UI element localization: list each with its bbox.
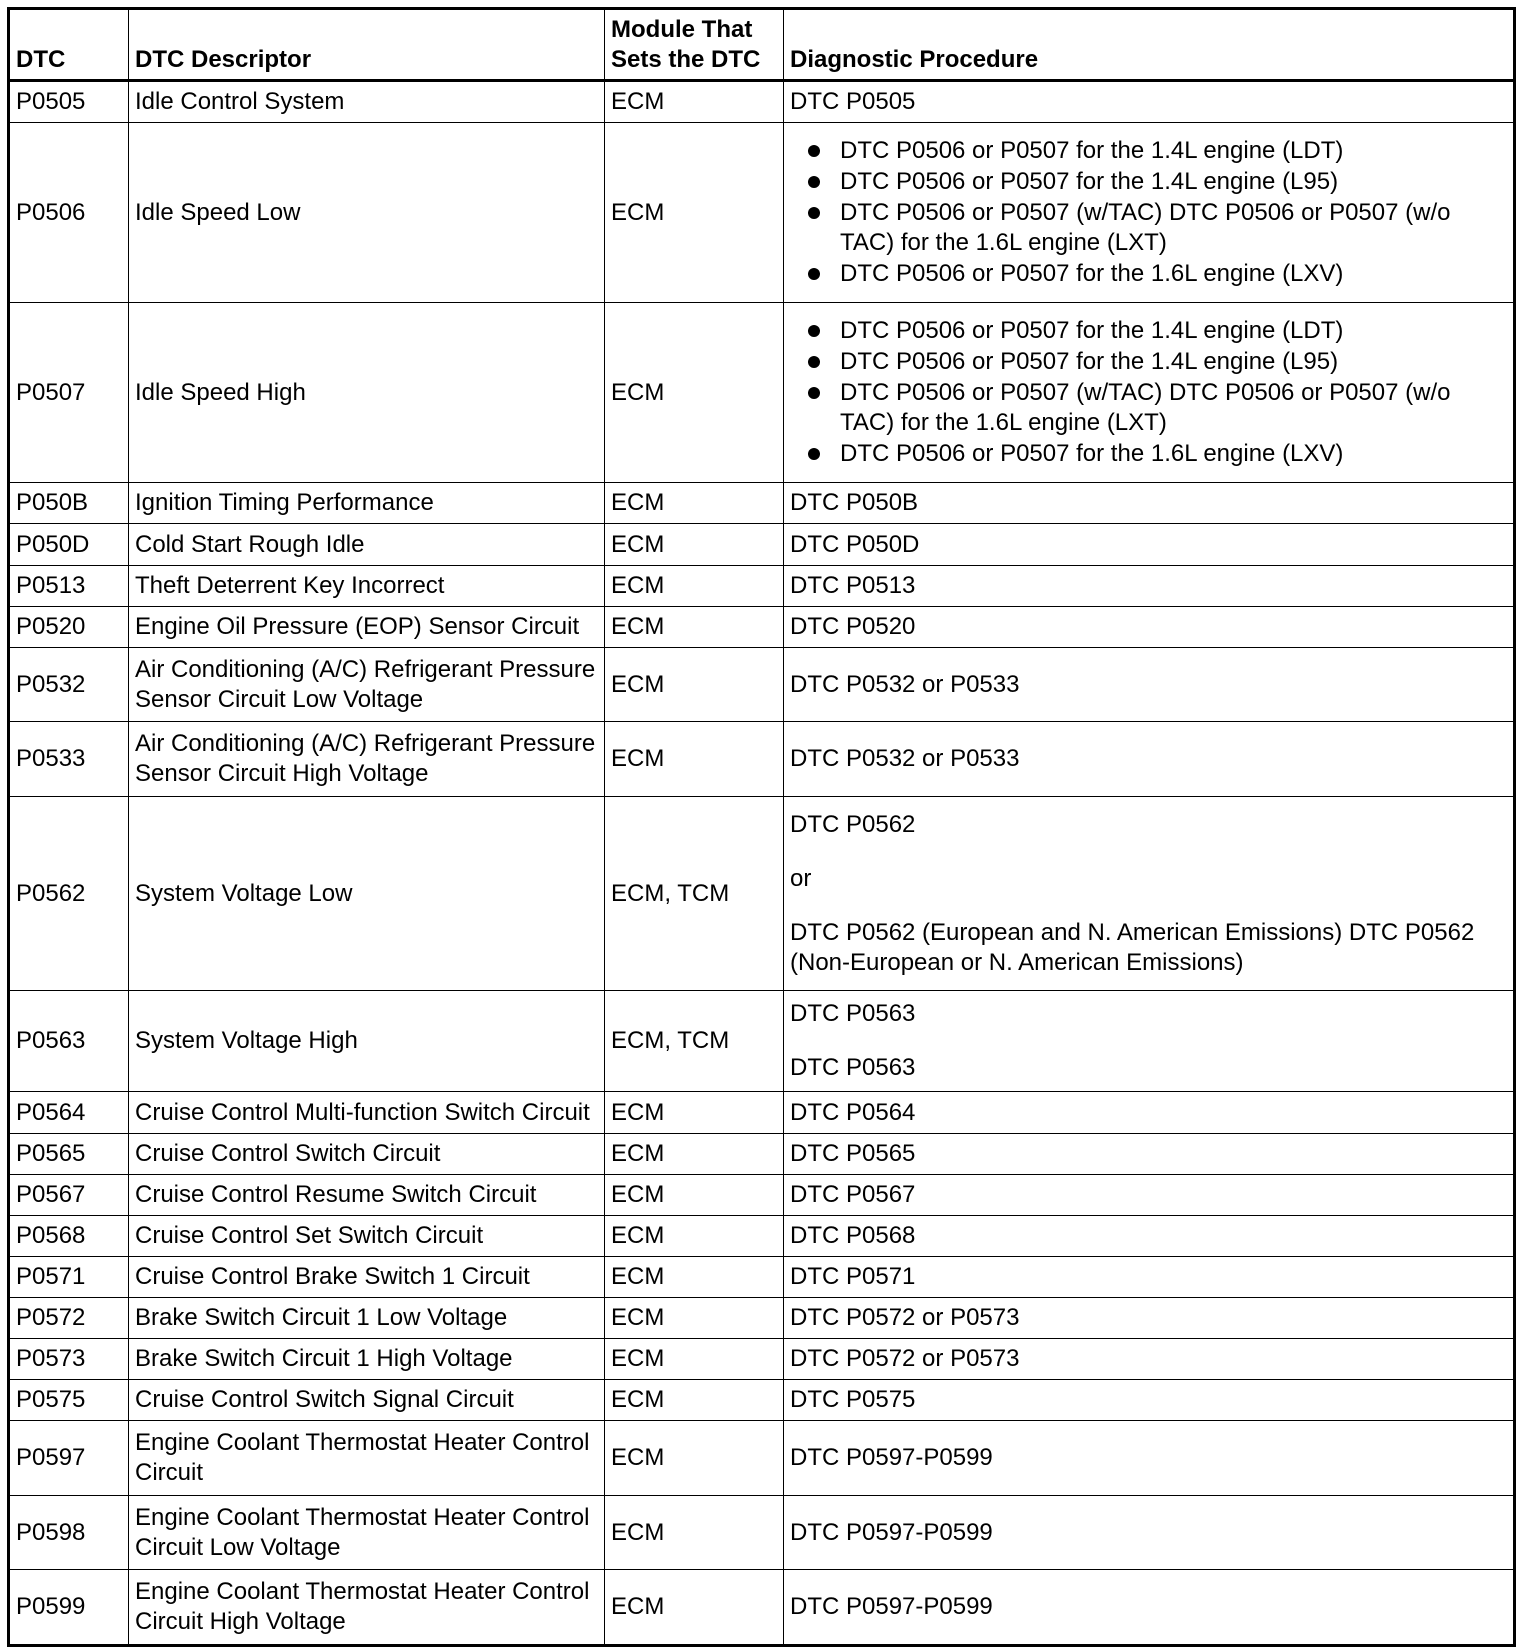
table-row xyxy=(9,524,1515,565)
procedure-text: DTC P0505 xyxy=(790,88,916,116)
cell-diagnostic-procedure xyxy=(784,606,1515,647)
procedure-text: DTC P0513 xyxy=(790,571,916,599)
cell-diagnostic-procedure xyxy=(784,1174,1515,1215)
cell-diagnostic-procedure xyxy=(784,483,1515,524)
cell-diagnostic-procedure xyxy=(784,1421,1515,1495)
procedure-text: DTC P0532 or P0533 xyxy=(790,745,1020,773)
cell-diagnostic-procedure xyxy=(784,1495,1515,1569)
cell-module: ECM xyxy=(605,1339,784,1380)
cell-dtc-code: P0599 xyxy=(9,1570,129,1646)
cell-module: ECM xyxy=(605,606,784,647)
procedure-text: DTC P0564 xyxy=(790,1098,916,1126)
procedure-text: DTC P050B xyxy=(790,489,919,517)
procedure-text: DTC P050D xyxy=(790,530,920,558)
cell-diagnostic-procedure xyxy=(784,1133,1515,1174)
document-page xyxy=(7,7,1513,1647)
cell-dtc-code: P0505 xyxy=(9,81,129,123)
cell-module: ECM xyxy=(605,647,784,721)
cell-diagnostic-procedure xyxy=(784,991,1515,1092)
cell-dtc-code: P0573 xyxy=(9,1339,129,1380)
table-row xyxy=(9,123,1515,303)
table-row xyxy=(9,1092,1515,1133)
cell-dtc-code: P0565 xyxy=(9,1133,129,1174)
bullet-icon xyxy=(808,356,820,368)
cell-dtc-descriptor: Cruise Control Switch Circuit xyxy=(129,1133,605,1174)
procedure-link-text: DTC P0506 or P0507 for the 1.4L engine (L95) xyxy=(840,348,1339,376)
dtc-table xyxy=(7,7,1516,1647)
cell-dtc-code: P0575 xyxy=(9,1380,129,1421)
procedure-bullet-item xyxy=(790,439,1507,469)
header-procedure: Diagnostic Procedure xyxy=(784,9,1515,81)
cell-dtc-code: P0532 xyxy=(9,647,129,721)
table-row xyxy=(9,1298,1515,1339)
procedure-text: or xyxy=(790,864,812,892)
procedure-text: DTC P0567 xyxy=(790,1180,916,1208)
table-header-row xyxy=(9,9,1515,81)
table-row xyxy=(9,647,1515,721)
cell-dtc-code: P0562 xyxy=(9,796,129,991)
cell-dtc-code: P0597 xyxy=(9,1421,129,1495)
cell-diagnostic-procedure xyxy=(784,1298,1515,1339)
cell-dtc-code: P0568 xyxy=(9,1215,129,1256)
cell-dtc-descriptor: Engine Coolant Thermostat Heater Control Circuit xyxy=(129,1421,605,1495)
bullet-icon xyxy=(808,448,820,460)
cell-module: ECM xyxy=(605,81,784,123)
procedure-text: DTC P0562 xyxy=(790,810,916,838)
cell-dtc-descriptor: Ignition Timing Performance xyxy=(129,483,605,524)
procedure-link-text: DTC P0506 or P0507 for the 1.6L engine (LXV) xyxy=(840,260,1344,288)
cell-diagnostic-procedure xyxy=(784,81,1515,123)
table-row xyxy=(9,81,1515,123)
procedure-bullet-item xyxy=(790,259,1507,289)
cell-diagnostic-procedure xyxy=(784,722,1515,796)
bullet-icon xyxy=(808,268,820,280)
cell-module: ECM xyxy=(605,1380,784,1421)
bullet-icon xyxy=(808,325,820,337)
cell-dtc-descriptor: Cruise Control Switch Signal Circuit xyxy=(129,1380,605,1421)
table-row xyxy=(9,722,1515,796)
procedure-text: DTC P0597-P0599 xyxy=(790,1518,993,1546)
procedure-bullet-item xyxy=(790,136,1507,166)
procedure-bullet-list xyxy=(790,316,1507,469)
procedure-bullet-item xyxy=(790,198,1507,258)
cell-dtc-descriptor: Idle Speed High xyxy=(129,303,605,483)
cell-dtc-descriptor: System Voltage Low xyxy=(129,796,605,991)
cell-module: ECM xyxy=(605,1174,784,1215)
procedure-text: DTC P0562 (European and N. American Emissions) DTC P0562 (Non-European or N. American Emissions) xyxy=(790,918,1475,976)
cell-dtc-descriptor: Engine Coolant Thermostat Heater Control Circuit Low Voltage xyxy=(129,1495,605,1569)
bullet-icon xyxy=(808,176,820,188)
cell-diagnostic-procedure xyxy=(784,123,1515,303)
procedure-text: DTC P0568 xyxy=(790,1221,916,1249)
cell-module: ECM xyxy=(605,524,784,565)
cell-diagnostic-procedure xyxy=(784,303,1515,483)
table-row xyxy=(9,565,1515,606)
cell-module: ECM xyxy=(605,1256,784,1297)
cell-dtc-descriptor: Cold Start Rough Idle xyxy=(129,524,605,565)
bullet-icon xyxy=(808,145,820,157)
procedure-link-text: DTC P0506 or P0507 for the 1.4L engine (LDT) xyxy=(840,137,1344,165)
cell-diagnostic-procedure xyxy=(784,796,1515,991)
cell-dtc-descriptor: Cruise Control Set Switch Circuit xyxy=(129,1215,605,1256)
table-row xyxy=(9,1421,1515,1495)
table-row xyxy=(9,1570,1515,1646)
cell-dtc-descriptor: Cruise Control Multi-function Switch Circuit xyxy=(129,1092,605,1133)
table-row xyxy=(9,1215,1515,1256)
cell-dtc-descriptor: Idle Speed Low xyxy=(129,123,605,303)
procedure-text: DTC P0565 xyxy=(790,1139,916,1167)
cell-diagnostic-procedure xyxy=(784,1339,1515,1380)
procedure-bullet-item xyxy=(790,167,1507,197)
cell-module: ECM xyxy=(605,483,784,524)
table-row xyxy=(9,991,1515,1092)
cell-dtc-code: P0564 xyxy=(9,1092,129,1133)
bullet-icon xyxy=(808,207,820,219)
cell-diagnostic-procedure xyxy=(784,1092,1515,1133)
table-row xyxy=(9,1495,1515,1569)
cell-diagnostic-procedure xyxy=(784,1380,1515,1421)
table-body xyxy=(9,81,1515,1646)
table-row xyxy=(9,1174,1515,1215)
cell-dtc-code: P050B xyxy=(9,483,129,524)
cell-module: ECM xyxy=(605,1092,784,1133)
cell-diagnostic-procedure xyxy=(784,1256,1515,1297)
cell-diagnostic-procedure xyxy=(784,1570,1515,1646)
cell-module: ECM xyxy=(605,722,784,796)
cell-dtc-descriptor: Engine Oil Pressure (EOP) Sensor Circuit xyxy=(129,606,605,647)
cell-dtc-code: P0563 xyxy=(9,991,129,1092)
cell-dtc-code: P0506 xyxy=(9,123,129,303)
cell-dtc-descriptor: Air Conditioning (A/C) Refrigerant Pressure Sensor Circuit High Voltage xyxy=(129,722,605,796)
cell-dtc-descriptor: Cruise Control Brake Switch 1 Circuit xyxy=(129,1256,605,1297)
cell-module: ECM, TCM xyxy=(605,796,784,991)
table-row xyxy=(9,1133,1515,1174)
cell-dtc-descriptor: Idle Control System xyxy=(129,81,605,123)
cell-diagnostic-procedure xyxy=(784,565,1515,606)
cell-dtc-descriptor: Theft Deterrent Key Incorrect xyxy=(129,565,605,606)
procedure-text: DTC P0572 or P0573 xyxy=(790,1304,1020,1332)
procedure-text: DTC P0597-P0599 xyxy=(790,1444,993,1472)
cell-module: ECM xyxy=(605,1133,784,1174)
procedure-link-text: DTC P0506 or P0507 for the 1.4L engine (LDT) xyxy=(840,317,1344,345)
cell-dtc-descriptor: Air Conditioning (A/C) Refrigerant Pressure Sensor Circuit Low Voltage xyxy=(129,647,605,721)
cell-dtc-code: P0507 xyxy=(9,303,129,483)
cell-dtc-descriptor: Engine Coolant Thermostat Heater Control Circuit High Voltage xyxy=(129,1570,605,1646)
cell-dtc-code: P0520 xyxy=(9,606,129,647)
procedure-link-text: DTC P0506 or P0507 for the 1.4L engine (L95) xyxy=(840,168,1339,196)
cell-dtc-descriptor: Brake Switch Circuit 1 High Voltage xyxy=(129,1339,605,1380)
cell-diagnostic-procedure xyxy=(784,524,1515,565)
cell-dtc-descriptor: System Voltage High xyxy=(129,991,605,1092)
cell-module: ECM xyxy=(605,303,784,483)
procedure-bullet-item xyxy=(790,316,1507,346)
procedure-text: DTC P0575 xyxy=(790,1386,916,1414)
procedure-text: DTC P0597-P0599 xyxy=(790,1593,993,1621)
cell-dtc-code: P0572 xyxy=(9,1298,129,1339)
cell-dtc-descriptor: Cruise Control Resume Switch Circuit xyxy=(129,1174,605,1215)
table-row xyxy=(9,606,1515,647)
procedure-text: DTC P0563 xyxy=(790,1000,916,1028)
cell-module: ECM, TCM xyxy=(605,991,784,1092)
procedure-link-text: DTC P0506 or P0507 (w/TAC) DTC P0506 or P0507 (w/o TAC) for the 1.6L engine (LXT) xyxy=(840,379,1451,437)
cell-dtc-code: P0598 xyxy=(9,1495,129,1569)
header-descriptor: DTC Descriptor xyxy=(129,9,605,81)
cell-dtc-descriptor: Brake Switch Circuit 1 Low Voltage xyxy=(129,1298,605,1339)
cell-module: ECM xyxy=(605,565,784,606)
bullet-icon xyxy=(808,387,820,399)
procedure-bullet-item xyxy=(790,378,1507,438)
procedure-text: DTC P0572 or P0573 xyxy=(790,1345,1020,1373)
cell-dtc-code: P050D xyxy=(9,524,129,565)
cell-dtc-code: P0513 xyxy=(9,565,129,606)
table-row xyxy=(9,483,1515,524)
cell-module: ECM xyxy=(605,1421,784,1495)
cell-diagnostic-procedure xyxy=(784,647,1515,721)
table-row xyxy=(9,796,1515,991)
cell-module: ECM xyxy=(605,123,784,303)
table-row xyxy=(9,1339,1515,1380)
cell-module: ECM xyxy=(605,1495,784,1569)
procedure-link-text: DTC P0506 or P0507 for the 1.6L engine (LXV) xyxy=(840,440,1344,468)
procedure-text: DTC P0532 or P0533 xyxy=(790,670,1020,698)
procedure-text: DTC P0520 xyxy=(790,612,916,640)
cell-dtc-code: P0571 xyxy=(9,1256,129,1297)
cell-module: ECM xyxy=(605,1298,784,1339)
table-row xyxy=(9,1256,1515,1297)
header-module: Module That Sets the DTC xyxy=(605,9,784,81)
procedure-bullet-item xyxy=(790,347,1507,377)
procedure-bullet-list xyxy=(790,136,1507,289)
table-row xyxy=(9,1380,1515,1421)
cell-module: ECM xyxy=(605,1215,784,1256)
cell-module: ECM xyxy=(605,1570,784,1646)
procedure-link-text: DTC P0506 or P0507 (w/TAC) DTC P0506 or P0507 (w/o TAC) for the 1.6L engine (LXT) xyxy=(840,199,1451,257)
cell-dtc-code: P0533 xyxy=(9,722,129,796)
header-dtc: DTC xyxy=(9,9,129,81)
procedure-text: DTC P0571 xyxy=(790,1263,916,1290)
cell-dtc-code: P0567 xyxy=(9,1174,129,1215)
procedure-text: DTC P0563 xyxy=(790,1054,916,1082)
cell-diagnostic-procedure xyxy=(784,1215,1515,1256)
table-row xyxy=(9,303,1515,483)
